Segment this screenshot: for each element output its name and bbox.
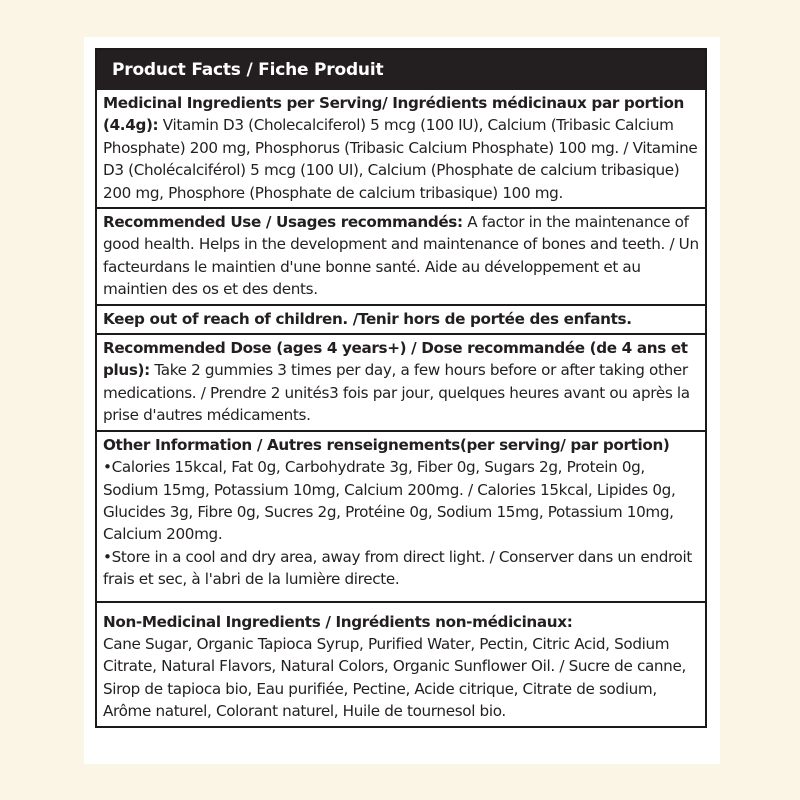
- product-facts-panel: [95, 48, 707, 728]
- storage-info-text: •Store in a cool and dry area, away from direct light. / Conserver dans un endroit frais et sec, à l'abri de la lumière directe.: [103, 547, 692, 589]
- warning-section: [97, 304, 705, 333]
- warning-text: Keep out of reach of children. /Tenir hors de portée des enfants.: [103, 309, 632, 328]
- panel-title: Product Facts / Fiche Produit: [112, 60, 384, 80]
- recommended-use-text: A factor in the maintenance of good health. Helps in the development and maintenance of bones and teeth. / Un facteurdans le maintien d'une bonne santé. Aide au développement et au maintien des os et des dents.: [103, 213, 699, 299]
- non-medicinal-ingredients-section: [97, 601, 705, 726]
- nutrition-info-text: •Calories 15kcal, Fat 0g, Carbohydrate 3g, Fiber 0g, Sugars 2g, Protein 0g, Sodium 15mg, Potassium 10mg, Calcium 200mg. / Calories 15kcal, Lipides 0g, Glucides 3g, Fibre 0g, Sucres 2g, Protéine 0g, Sodium 15mg, Potassium 10mg, Calcium 200mg.: [103, 458, 676, 544]
- recommended-dose-section: [97, 333, 705, 430]
- panel-header: [97, 50, 705, 90]
- other-information-heading: Other Information / Autres renseignements(per serving/ par portion): [103, 435, 670, 454]
- other-information-section: [97, 430, 705, 601]
- medicinal-ingredients-heading: Medicinal Ingredients per Serving/ Ingrédients médicinaux par portion (4.4g):: [103, 94, 684, 135]
- medicinal-ingredients-section: [97, 90, 705, 207]
- non-medicinal-ingredients-heading: Non-Medicinal Ingredients / Ingrédients non-médicinaux:: [103, 612, 573, 631]
- non-medicinal-ingredients-text: Cane Sugar, Organic Tapioca Syrup, Purified Water, Pectin, Citric Acid, Sodium Citrate, Natural Flavors, Natural Colors, Organic Sunflower Oil. / Sucre de canne, Sirop de tapioca bio, Eau purifiée, Pectine, Acide citrique, Citrate de sodium, Arôme naturel, Colorant naturel, Huile de tournesol bio.: [103, 634, 686, 721]
- product-facts-card: [84, 37, 720, 764]
- recommended-use-heading: Recommended Use / Usages recommandés:: [103, 213, 463, 232]
- recommended-dose-text: Take 2 gummies 3 times per day, a few hours before or after taking other medications. / Prendre 2 unités3 fois par jour, quelques heures avant ou après la prise d'autres médicaments.: [103, 361, 690, 425]
- medicinal-ingredients-text: Vitamin D3 (Cholecalciferol) 5 mcg (100 IU), Calcium (Tribasic Calcium Phosphate) 200 mg, Phosphorus (Tribasic Calcium Phosphate) 100 mg. / Vitamine D3 (Cholécalciférol) 5 mcg (100 UI), Calcium (Phosphate de calcium tribasique) 200 mg, Phosphore (Phosphate de calcium tribasique) 100 mg.: [103, 116, 698, 202]
- recommended-use-section: [97, 207, 705, 304]
- recommended-dose-heading: Recommended Dose (ages 4 years+) / Dose recommandée (de 4 ans et plus):: [103, 339, 688, 380]
